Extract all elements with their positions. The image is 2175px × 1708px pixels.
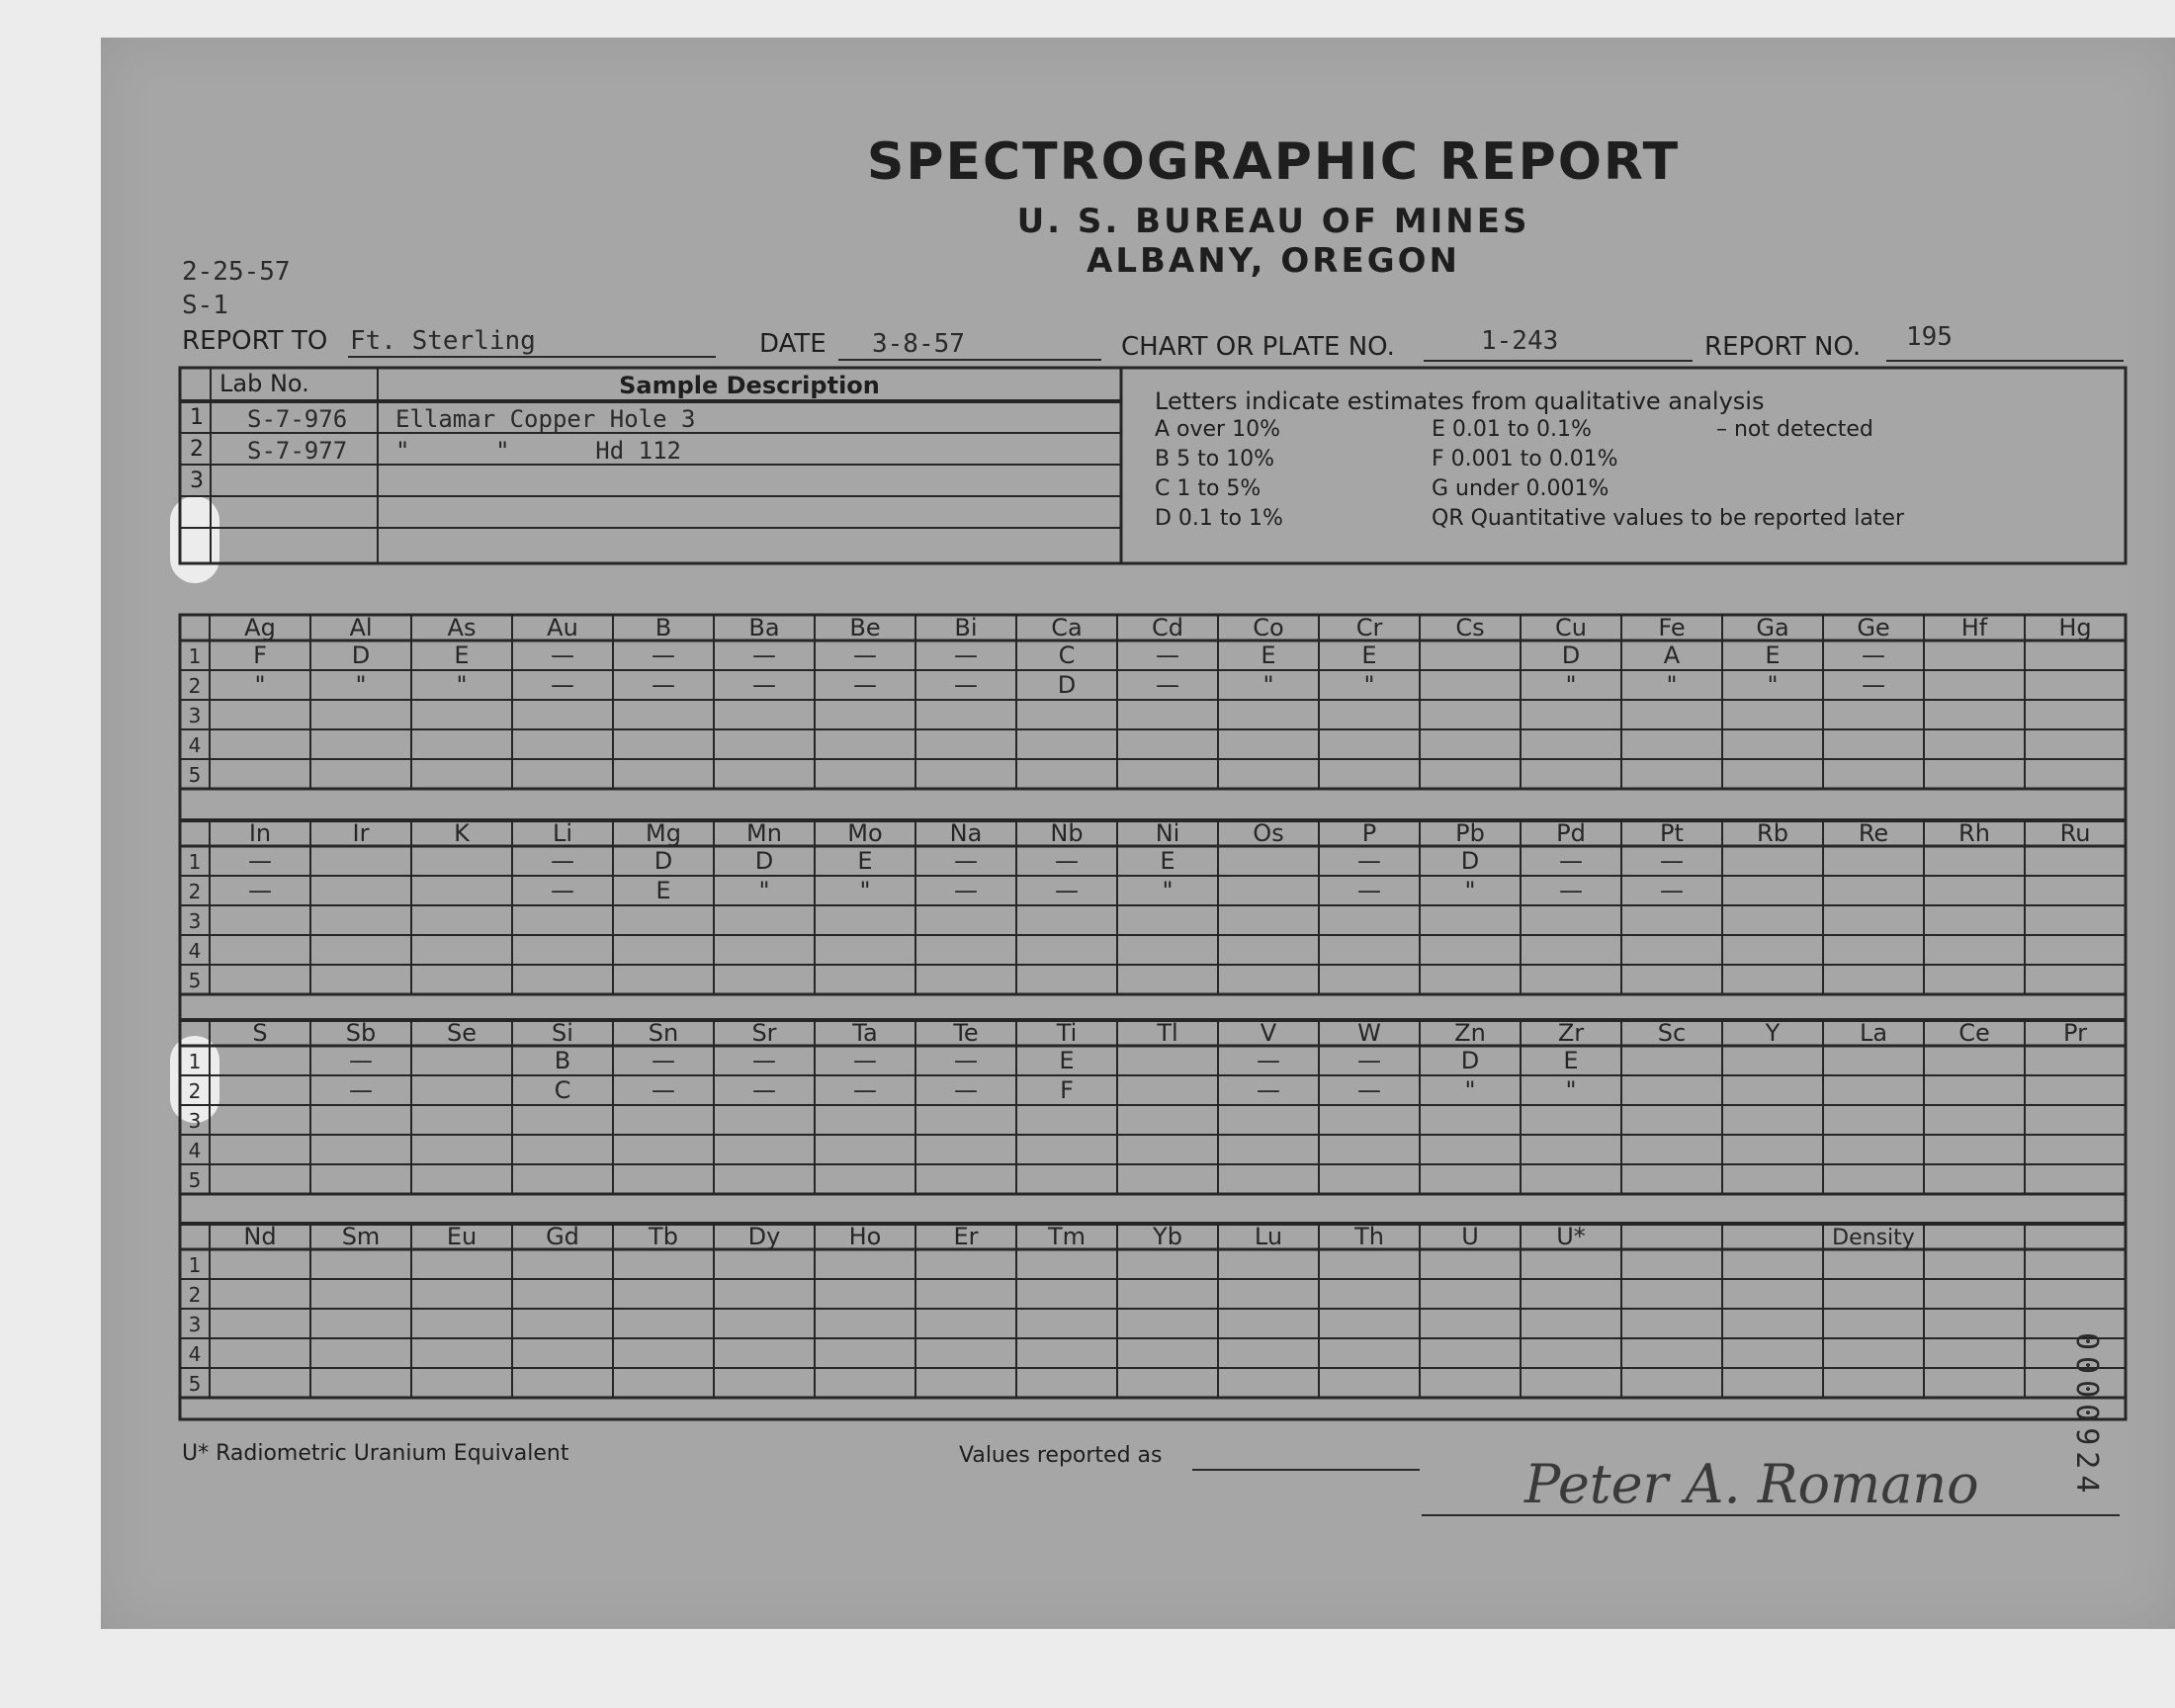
element-value: D (351, 641, 371, 669)
element-value: " (355, 671, 367, 699)
report-title: SPECTROGRAPHIC REPORT (866, 132, 1681, 192)
element-value: " (1262, 671, 1274, 699)
element-header: Ta (852, 1019, 878, 1047)
col-sample-description: Sample Description (619, 372, 880, 399)
element-value: — (1156, 671, 1179, 699)
legend-item: QR Quantitative values to be reported later (1432, 506, 1905, 531)
col-lab-no: Lab No. (219, 370, 309, 397)
element-value: — (752, 1076, 776, 1104)
grid-row-number: 2 (188, 880, 202, 903)
element-header: Mn (746, 819, 782, 847)
legend-item: C 1 to 5% (1155, 476, 1262, 501)
element-header: Re (1858, 819, 1889, 847)
element-header: Al (349, 614, 373, 641)
element-header: Cr (1355, 614, 1383, 641)
element-header: As (447, 614, 477, 641)
element-value: F (1060, 1076, 1074, 1104)
element-header: B (654, 614, 672, 641)
element-value: " (1666, 671, 1678, 699)
stamp-date: 2-25-57 (182, 257, 291, 287)
element-header: Lu (1254, 1223, 1283, 1250)
element-header: Sb (345, 1019, 377, 1047)
element-header: U (1461, 1223, 1479, 1250)
element-value: E (1059, 1047, 1075, 1074)
element-value: — (1559, 877, 1583, 904)
grid-row-number: 2 (188, 674, 202, 698)
element-value: — (853, 1047, 877, 1074)
grid-row-number: 1 (188, 1050, 202, 1073)
chart-plate-label: CHART OR PLATE NO. (1121, 332, 1395, 362)
grid-row-number: 4 (188, 1342, 202, 1366)
element-value: D (754, 847, 774, 875)
sample-lab-no: S-7-976 (247, 405, 348, 433)
element-value: — (1257, 1047, 1280, 1074)
stamp-code: S-1 (182, 291, 228, 320)
element-header: Ga (1756, 614, 1789, 641)
sample-row-number: 3 (190, 469, 204, 493)
element-value: — (954, 877, 978, 904)
grid-row-number: 5 (188, 763, 202, 787)
legend-item: F 0.001 to 0.01% (1432, 447, 1618, 471)
element-header: Ag (244, 614, 276, 641)
element-header: Ni (1155, 819, 1180, 847)
element-value: A (1663, 641, 1681, 669)
chart-plate-value: 1-243 (1481, 326, 1559, 356)
grid-row-number: 4 (188, 939, 202, 963)
sample-description: " " Hd 112 (395, 437, 681, 465)
element-header: Co (1253, 614, 1284, 641)
element-header: Li (552, 819, 573, 847)
legend-item: B 5 to 10% (1155, 447, 1275, 471)
element-value: B (554, 1047, 571, 1074)
element-value: — (752, 641, 776, 669)
element-value: — (551, 877, 574, 904)
element-value: " (1464, 877, 1476, 904)
report-no-label: REPORT NO. (1704, 332, 1862, 362)
element-value: — (853, 671, 877, 699)
element-header: Os (1253, 819, 1284, 847)
element-header: Pr (2063, 1019, 2087, 1047)
element-header: Se (447, 1019, 477, 1047)
element-value: — (752, 1047, 776, 1074)
element-header: Tb (649, 1223, 678, 1250)
element-header: Ru (2059, 819, 2091, 847)
uranium-note: U* Radiometric Uranium Equivalent (182, 1441, 569, 1466)
element-header: Hf (1960, 614, 1988, 641)
element-value: — (349, 1076, 373, 1104)
element-header: K (454, 819, 470, 847)
element-value: — (1055, 877, 1079, 904)
element-header: Fe (1658, 614, 1686, 641)
element-header: Cs (1455, 614, 1485, 641)
element-value: — (349, 1047, 373, 1074)
element-header: Rh (1958, 819, 1990, 847)
report-sheet (101, 38, 2175, 1629)
element-header: Ba (748, 614, 780, 641)
element-value: E (857, 847, 873, 875)
element-value: — (1055, 847, 1079, 875)
element-value: E (1261, 641, 1276, 669)
element-value: E (454, 641, 470, 669)
element-header: Cd (1152, 614, 1183, 641)
element-value: D (1460, 847, 1480, 875)
element-value: — (1257, 1076, 1280, 1104)
element-header: Si (552, 1019, 573, 1047)
element-value: — (652, 641, 675, 669)
element-header: Pd (1556, 819, 1586, 847)
element-header: Ge (1857, 614, 1890, 641)
element-header: Au (547, 614, 578, 641)
element-value: E (655, 877, 671, 904)
element-value: D (1561, 641, 1581, 669)
element-value: " (1565, 1076, 1577, 1104)
element-value: D (1460, 1047, 1480, 1074)
element-header: Gd (546, 1223, 579, 1250)
element-header: W (1357, 1019, 1381, 1047)
element-value: " (1565, 671, 1577, 699)
grid-row-number: 3 (188, 1313, 202, 1336)
element-header: Ho (848, 1223, 882, 1250)
element-value: — (954, 847, 978, 875)
element-value: — (954, 671, 978, 699)
grid-row-number: 3 (188, 909, 202, 933)
grid-row-number: 1 (188, 850, 202, 874)
signature: Peter A. Romano (1524, 1453, 1979, 1515)
element-header: Tl (1157, 1019, 1178, 1047)
element-header: Be (849, 614, 881, 641)
grid-row-number: 3 (188, 704, 202, 727)
element-value: " (1162, 877, 1174, 904)
element-header: Mg (646, 819, 681, 847)
element-value: F (253, 641, 267, 669)
element-header: Mo (847, 819, 883, 847)
element-header: Tm (1047, 1223, 1087, 1250)
element-header: Sr (751, 1019, 777, 1047)
legend-item: E 0.01 to 0.1% (1432, 417, 1592, 442)
element-value: — (652, 671, 675, 699)
element-header: Ce (1958, 1019, 1990, 1047)
element-value: — (1862, 641, 1885, 669)
element-value: — (652, 1047, 675, 1074)
element-header: Dy (747, 1223, 781, 1250)
element-value: " (1464, 1076, 1476, 1104)
legend-item: G under 0.001% (1432, 476, 1610, 501)
element-header: Eu (446, 1223, 478, 1250)
element-value: D (1057, 671, 1077, 699)
grid-row-number: 4 (188, 1139, 202, 1162)
element-value: — (853, 641, 877, 669)
form-grid (101, 38, 2175, 1629)
element-header: Ca (1051, 614, 1083, 641)
sample-lab-no: S-7-977 (247, 437, 348, 465)
element-header: Zr (1557, 1019, 1585, 1047)
element-value: D (653, 847, 673, 875)
element-value: — (1559, 847, 1583, 875)
grid-row-number: 5 (188, 1372, 202, 1396)
element-value: C (1058, 641, 1076, 669)
report-to-value: Ft. Sterling (350, 326, 536, 356)
legend-item: D 0.1 to 1% (1155, 506, 1283, 531)
element-value: — (752, 671, 776, 699)
element-header: Pt (1660, 819, 1684, 847)
date-value: 3-8-57 (872, 329, 965, 359)
element-value: — (1357, 1076, 1381, 1104)
element-value: — (1156, 641, 1179, 669)
element-header: Cu (1555, 614, 1587, 641)
element-value: — (1660, 847, 1684, 875)
element-header: Pb (1455, 819, 1485, 847)
element-header: Sm (341, 1223, 381, 1250)
element-header: Sc (1657, 1019, 1687, 1047)
element-header: Te (953, 1019, 979, 1047)
element-header: V (1260, 1019, 1277, 1047)
element-header: Nd (243, 1223, 277, 1250)
element-header: Zn (1454, 1019, 1486, 1047)
element-header: Th (1354, 1223, 1384, 1250)
sample-row-number: 1 (190, 405, 204, 430)
element-value: " (758, 877, 770, 904)
sample-description: Ellamar Copper Hole 3 (395, 405, 696, 433)
element-header: La (1859, 1019, 1888, 1047)
values-reported-label: Values reported as (959, 1443, 1163, 1468)
element-header: P (1361, 819, 1377, 847)
date-label: DATE (759, 329, 826, 359)
grid-row-number: 2 (188, 1079, 202, 1103)
legend-heading: Letters indicate estimates from qualitative analysis (1155, 387, 1765, 415)
element-header: S (252, 1019, 268, 1047)
element-header: Sn (648, 1019, 679, 1047)
element-value: " (1363, 671, 1375, 699)
agency-name: U. S. BUREAU OF MINES (1016, 202, 1530, 241)
element-header: Rb (1757, 819, 1788, 847)
element-header: Yb (1153, 1223, 1182, 1250)
element-value: E (1765, 641, 1781, 669)
element-value: — (1357, 877, 1381, 904)
element-value: " (254, 671, 266, 699)
element-value: — (248, 877, 272, 904)
element-header: Density (1832, 1226, 1915, 1250)
element-value: — (1357, 847, 1381, 875)
element-header: U* (1556, 1223, 1586, 1250)
element-header: In (248, 819, 272, 847)
grid-row-number: 5 (188, 1168, 202, 1192)
element-value: — (248, 847, 272, 875)
document-number: 0000924 (2069, 1332, 2104, 1499)
element-value: — (1357, 1047, 1381, 1074)
element-header: Y (1765, 1019, 1781, 1047)
element-header: Hg (2058, 614, 2092, 641)
element-value: — (652, 1076, 675, 1104)
element-value: E (1563, 1047, 1579, 1074)
element-header: Er (953, 1223, 979, 1250)
element-value: — (1660, 877, 1684, 904)
element-value: — (954, 1047, 978, 1074)
element-value: — (954, 641, 978, 669)
grid-row-number: 1 (188, 1253, 202, 1277)
report-to-label: REPORT TO (182, 326, 328, 356)
grid-row-number: 3 (188, 1109, 202, 1133)
element-value: " (1767, 671, 1779, 699)
element-value: C (554, 1076, 571, 1104)
element-value: " (456, 671, 468, 699)
element-header: Bi (954, 614, 978, 641)
element-header: Ir (352, 819, 370, 847)
element-value: — (551, 847, 574, 875)
grid-row-number: 1 (188, 644, 202, 668)
grid-row-number: 5 (188, 969, 202, 992)
element-header: Na (949, 819, 983, 847)
agency-location: ALBANY, OREGON (1087, 241, 1460, 281)
legend-item: A over 10% (1155, 417, 1280, 442)
element-value: " (859, 877, 871, 904)
sample-row-number: 2 (190, 437, 204, 462)
element-value: — (954, 1076, 978, 1104)
element-header: Nb (1050, 819, 1084, 847)
element-value: — (1862, 671, 1885, 699)
report-no-value: 195 (1906, 322, 1953, 352)
element-value: E (1361, 641, 1377, 669)
element-value: — (551, 671, 574, 699)
legend-item: – not detected (1716, 417, 1873, 442)
element-value: E (1160, 847, 1175, 875)
grid-row-number: 4 (188, 733, 202, 757)
element-header: Ti (1056, 1019, 1078, 1047)
element-value: — (853, 1076, 877, 1104)
element-value: — (551, 641, 574, 669)
grid-row-number: 2 (188, 1283, 202, 1307)
